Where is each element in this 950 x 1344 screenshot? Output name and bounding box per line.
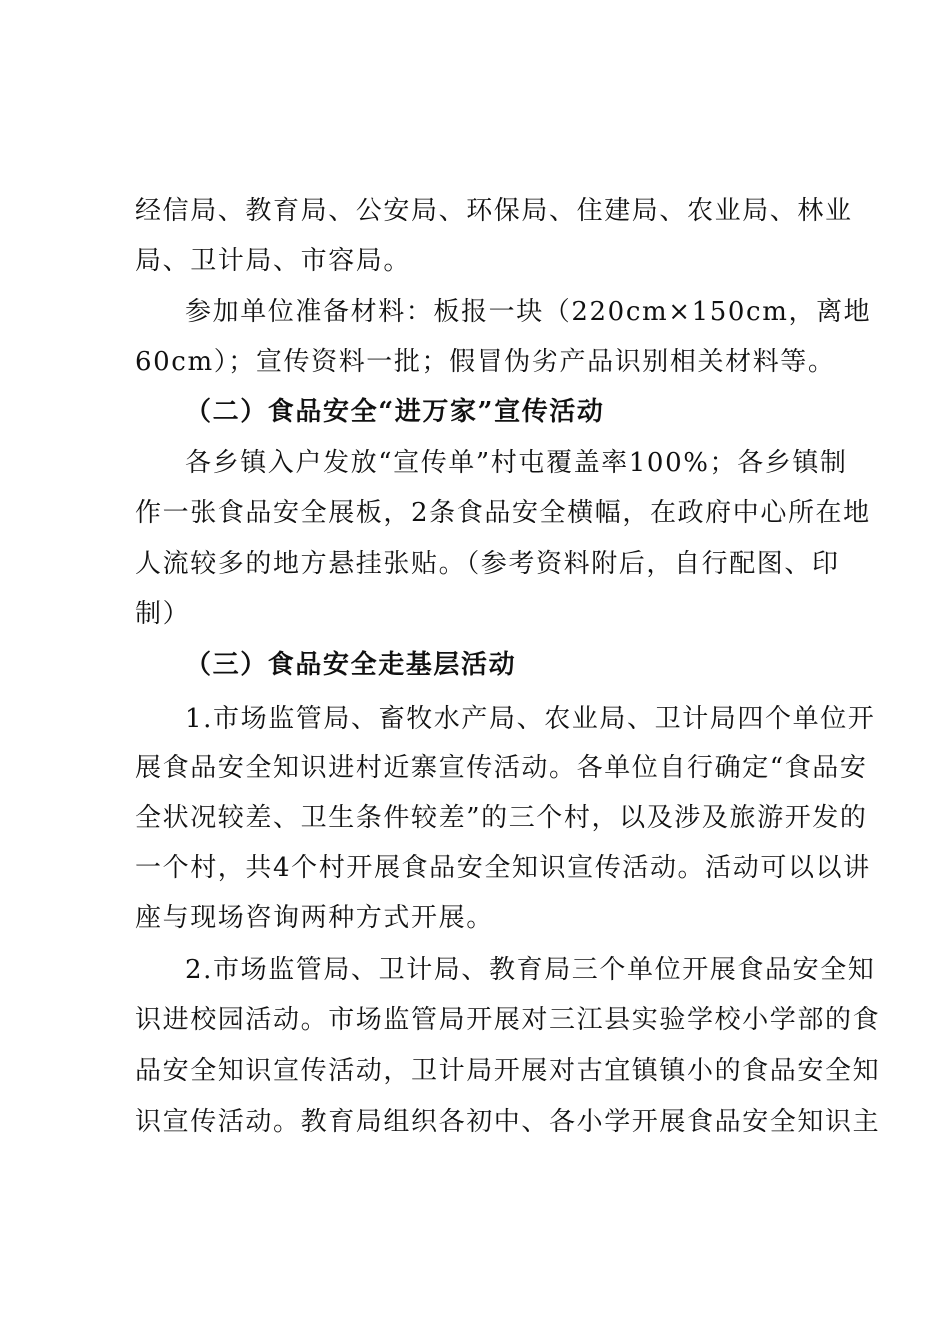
paragraph-line: 1.市场监管局、畜牧水产局、农业局、卫计局四个单位开 — [185, 704, 876, 734]
paragraph-line: 作一张食品安全展板，2条食品安全横幅，在政府中心所在地 — [135, 498, 871, 528]
section-heading: （二）食品安全“进万家”宣传活动 — [185, 397, 605, 427]
paragraph-line: 全状况较差、卫生条件较差”的三个村，以及涉及旅游开发的 — [135, 803, 868, 833]
paragraph-line: 人流较多的地方悬挂张贴。（参考资料附后，自行配图、印 — [135, 549, 840, 579]
paragraph-line: 制） — [135, 599, 191, 629]
paragraph-line: 展食品安全知识进村近寨宣传活动。各单位自行确定“食品安 — [135, 753, 868, 783]
paragraph-line: 经信局、教育局、公安局、环保局、住建局、农业局、林业 — [135, 196, 853, 226]
paragraph-line: 识宣传活动。教育局组织各初中、各小学开展食品安全知识主 — [135, 1107, 881, 1137]
paragraph-line: 各乡镇入户发放“宣传单”村屯覆盖率100%；各乡镇制 — [185, 448, 848, 478]
paragraph-line: 参加单位准备材料：板报一块（220cm×150cm，离地 — [185, 297, 872, 327]
paragraph-line: 识进校园活动。市场监管局开展对三江县实验学校小学部的食 — [135, 1005, 881, 1035]
paragraph-line: 座与现场咨询两种方式开展。 — [135, 903, 494, 933]
paragraph-line: 一个村，共4个村开展食品安全知识宣传活动。活动可以以讲 — [135, 853, 871, 883]
paragraph-line: 60cm）；宣传资料一批；假冒伪劣产品识别相关材料等。 — [135, 347, 836, 377]
paragraph-line: 2.市场监管局、卫计局、教育局三个单位开展食品安全知 — [185, 955, 876, 985]
paragraph-line: 品安全知识宣传活动，卫计局开展对古宜镇镇小的食品安全知 — [135, 1056, 881, 1086]
section-heading: （三）食品安全走基层活动 — [185, 650, 517, 680]
paragraph-line: 局、卫计局、市容局。 — [135, 246, 412, 276]
